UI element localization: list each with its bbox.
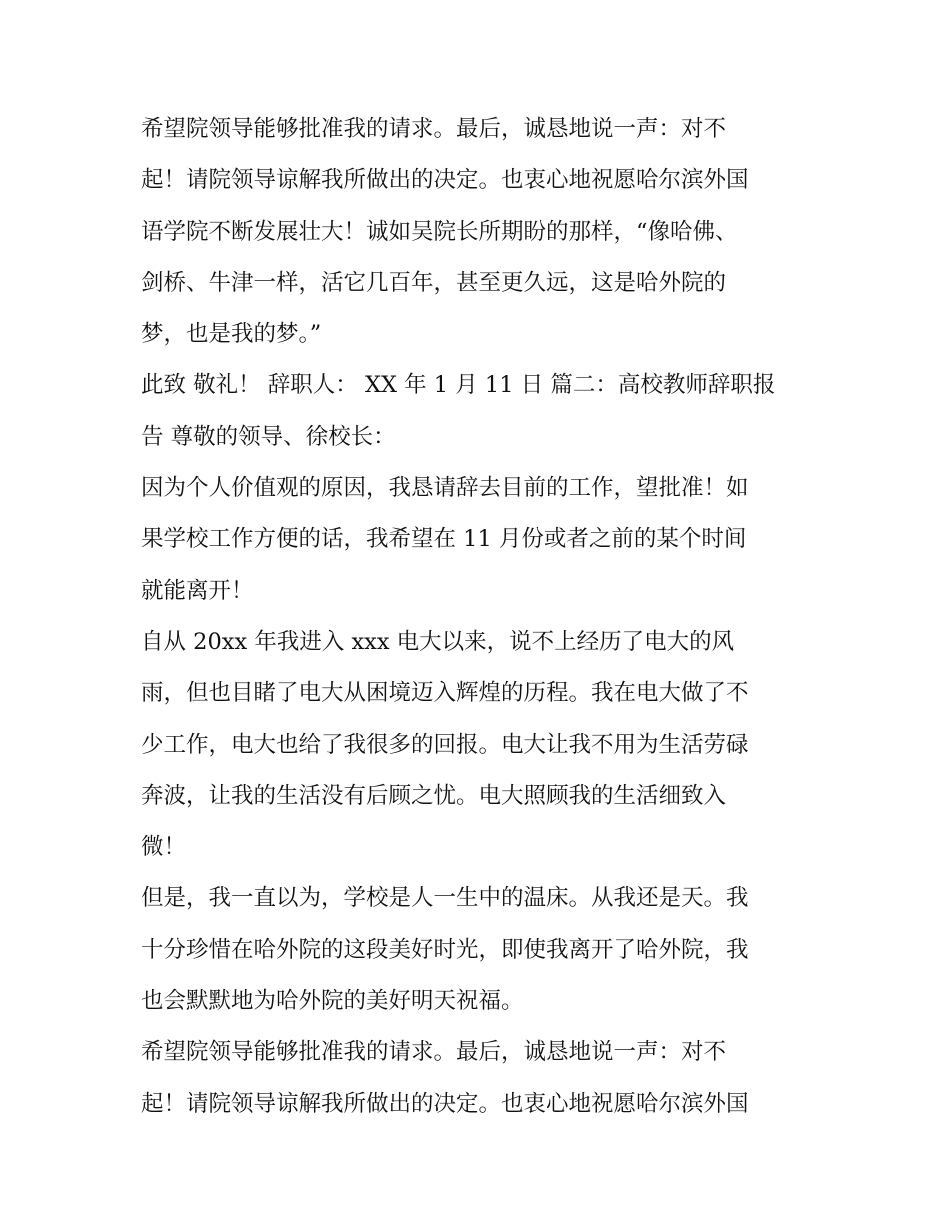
text-line: 少工作，电大也给了我很多的回报。电大让我不用为生活劳碌 (141, 731, 749, 758)
text-line: 起！请院领导谅解我所做出的决定。也衷心地祝愿哈尔滨外国 (141, 167, 749, 194)
text-line: 就能离开！ (141, 577, 254, 604)
text-line: 自从 20xx 年我进入 xxx 电大以来，说不上经历了电大的风 (141, 628, 735, 655)
text-line: 告 尊敬的领导、徐校长： (141, 423, 396, 450)
text-line: 雨，但也目睹了电大从困境迈入辉煌的历程。我在电大做了不 (141, 680, 749, 707)
text-line: 果学校工作方便的话，我希望在 11 月份或者之前的某个时间 (141, 526, 747, 553)
text-line: 因为个人价值观的原因，我恳请辞去目前的工作，望批准！如 (141, 475, 749, 502)
text-line: 梦，也是我的梦。” (141, 321, 322, 348)
text-line: 希望院领导能够批准我的请求。最后，诚恳地说一声：对不 (141, 116, 727, 142)
text-line: 剑桥、牛津一样，活它几百年，甚至更久远，这是哈外院的 (141, 269, 727, 296)
text-line: 但是，我一直以为，学校是人一生中的温床。从我还是天。我 (141, 885, 749, 912)
text-line: 起！请院领导谅解我所做出的决定。也衷心地祝愿哈尔滨外国 (141, 1090, 749, 1117)
text-line: 微！ (141, 834, 187, 861)
text-line: 奔波，让我的生活没有后顾之忧。电大照顾我的生活细致入 (141, 782, 727, 809)
text-line: 十分珍惜在哈外院的这段美好时光，即使我离开了哈外院，我 (141, 936, 749, 963)
document-body (141, 104, 821, 1130)
text-line: 语学院不断发展壮大！诚如吴院长所期盼的那样，“像哈佛、 (141, 218, 738, 245)
text-line: 此致 敬礼！ 辞职人： XX 年 1 月 11 日 篇二：高校教师辞职报 (141, 372, 776, 399)
text-line: 也会默默地为哈外院的美好明天祝福。 (141, 988, 524, 1015)
text-line: 希望院领导能够批准我的请求。最后，诚恳地说一声：对不 (141, 1039, 727, 1066)
